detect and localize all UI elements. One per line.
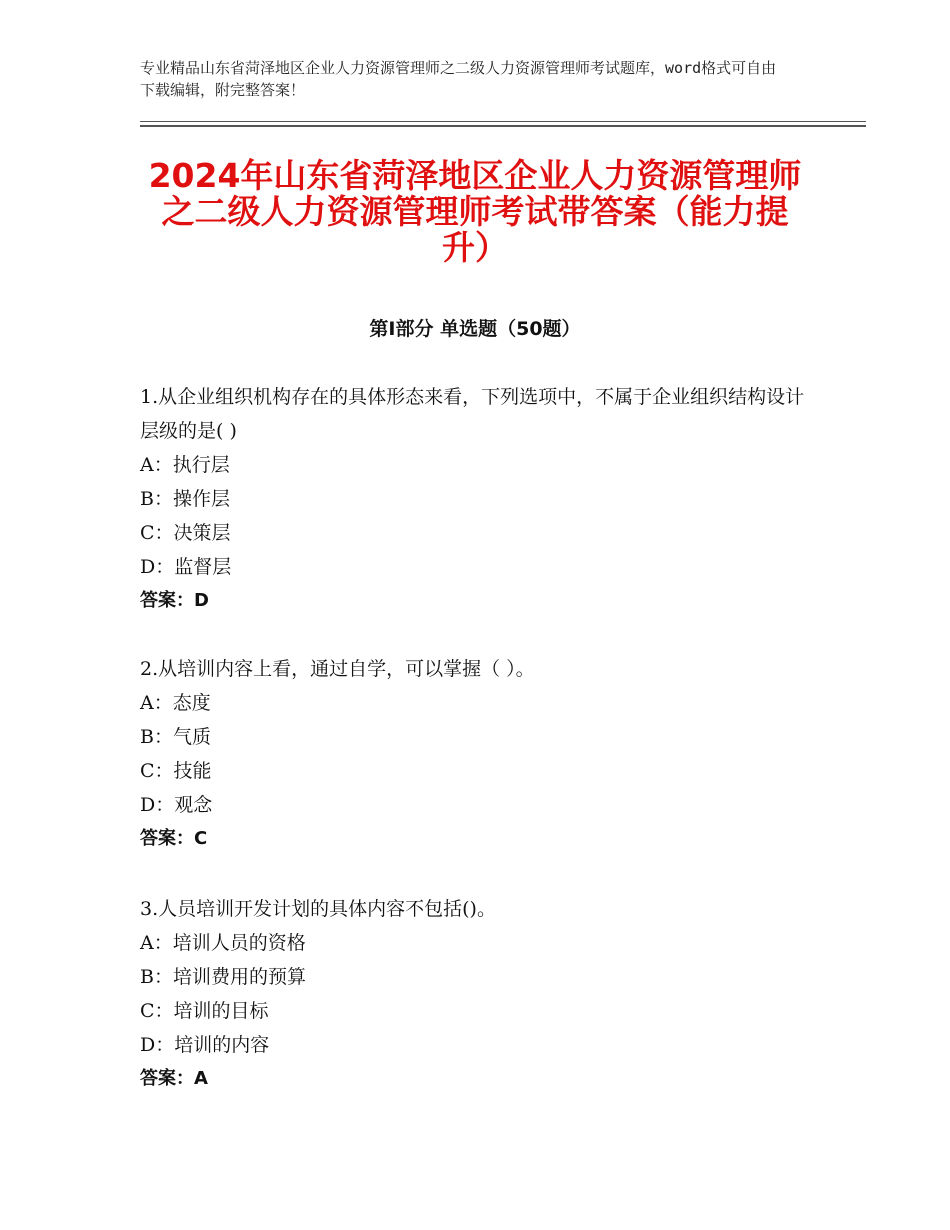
option-b: B：气质: [140, 726, 211, 748]
header-divider-thin: [140, 121, 866, 122]
header-divider-thick: [140, 125, 866, 127]
option-c: C：培训的目标: [140, 1000, 269, 1022]
section-title: 第Ⅰ部分 单选题（50题）: [369, 318, 581, 340]
option-d: D：监督层: [140, 556, 232, 578]
option-d: D：培训的内容: [140, 1034, 270, 1056]
option-b: B：培训费用的预算: [140, 966, 306, 988]
header-note: 专业精品山东省菏泽地区企业人力资源管理师之二级人力资源管理师考试题库，word格式可自由下载编辑，附完整答案！: [140, 59, 777, 99]
answer: 答案：D: [140, 590, 209, 611]
question-stem: 1.从企业组织机构存在的具体形态来看，下列选项中，不属于企业组织结构设计层级的是( ): [140, 386, 805, 442]
question-block: [140, 652, 820, 856]
question-stem: 3.人员培训开发计划的具体内容不包括()。: [140, 898, 496, 920]
question-block: [140, 892, 820, 1096]
document-title: 2024年山东省菏泽地区企业人力资源管理师之二级人力资源管理师考试带答案（能力提升）: [148, 156, 802, 267]
option-b: B：操作层: [140, 488, 230, 510]
option-d: D：观念: [140, 794, 213, 816]
option-a: A：态度: [140, 692, 211, 714]
option-a: A：执行层: [140, 454, 230, 476]
option-c: C：决策层: [140, 522, 231, 544]
question-block: [140, 380, 820, 618]
option-a: A：培训人员的资格: [140, 932, 306, 954]
answer: 答案：A: [140, 1068, 208, 1089]
option-c: C：技能: [140, 760, 212, 782]
question-stem: 2.从培训内容上看，通过自学，可以掌握（ ）。: [140, 658, 535, 680]
answer: 答案：C: [140, 828, 208, 849]
